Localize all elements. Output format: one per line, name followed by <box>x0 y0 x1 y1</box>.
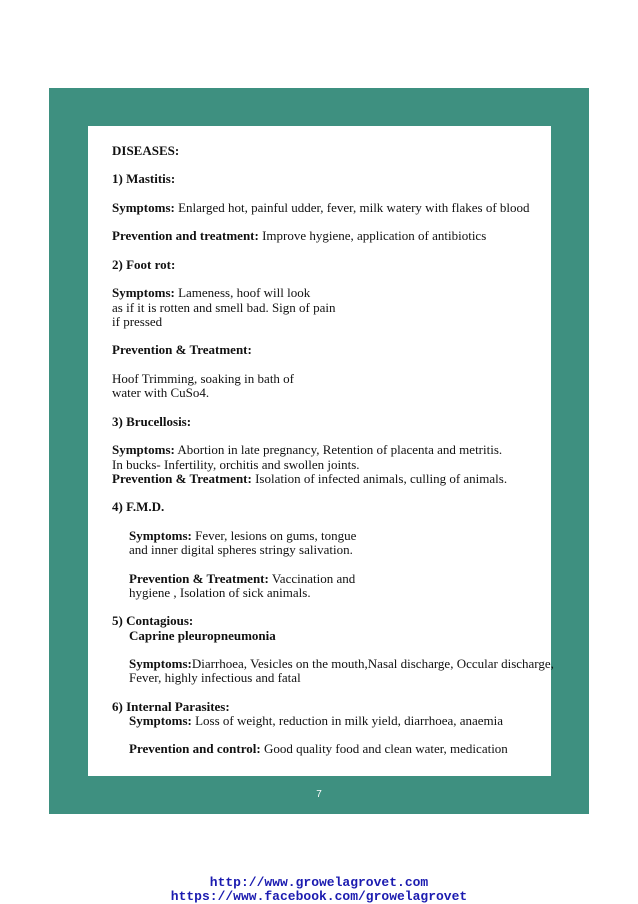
disease-title-contagious: 5) Contagious: <box>112 613 194 628</box>
foot-rot-symptoms-line-3: if pressed <box>112 314 163 329</box>
brucellosis-prevention: Prevention & Treatment: Isolation of infected animals, culling of animals. <box>112 471 508 486</box>
disease-title-fmd: 4) F.M.D. <box>112 499 165 514</box>
website-link[interactable]: http://www.growelagrovet.com <box>209 875 429 890</box>
foot-rot-symptoms: Symptoms: Lameness, hoof will look <box>112 285 311 300</box>
foot-rot-prevention-heading: Prevention & Treatment: <box>112 342 252 357</box>
fmd-symptoms-line-2: and inner digital spheres stringy salivation. <box>129 542 353 557</box>
fmd-prevention-line-2: hygiene , Isolation of sick animals. <box>129 585 311 600</box>
ccpp-symptoms: Symptoms:Diarrhoea, Vesicles on the mouth,Nasal discharge, Occular discharge, <box>129 656 554 671</box>
fmd-prevention: Prevention & Treatment: Vaccination and <box>129 571 356 586</box>
fmd-symptoms: Symptoms: Fever, lesions on gums, tongue <box>129 528 357 543</box>
disease-title-mastitis: 1) Mastitis: <box>112 171 176 186</box>
mastitis-prevention: Prevention and treatment: Improve hygiene, application of antibiotics <box>112 228 487 243</box>
brucellosis-symptoms: Symptoms: Abortion in late pregnancy, Retention of placenta and metritis. <box>112 442 503 457</box>
disease-title-ccpp: Caprine pleuropneumonia <box>129 628 276 643</box>
disease-title-foot-rot: 2) Foot rot: <box>112 257 176 272</box>
brucellosis-symptoms-line-2: In bucks- Infertility, orchitis and swollen joints. <box>112 457 360 472</box>
page-number: 7 <box>316 789 322 800</box>
disease-title-internal-parasites: 6) Internal Parasites: <box>112 699 230 714</box>
ccpp-symptoms-line-2: Fever, highly infectious and fatal <box>129 670 301 685</box>
facebook-link[interactable]: https://www.facebook.com/growelagrovet <box>170 889 468 904</box>
disease-title-brucellosis: 3) Brucellosis: <box>112 414 192 429</box>
foot-rot-symptoms-line-2: as if it is rotten and smell bad. Sign of pain <box>112 300 336 315</box>
mastitis-symptoms: Symptoms: Enlarged hot, painful udder, fever, milk watery with flakes of blood <box>112 200 530 215</box>
foot-rot-prevention: Hoof Trimming, soaking in bath of <box>112 371 295 386</box>
parasites-prevention: Prevention and control: Good quality food and clean water, medication <box>129 741 508 756</box>
parasites-symptoms: Symptoms: Loss of weight, reduction in milk yield, diarrhoea, anaemia <box>129 713 504 728</box>
foot-rot-prevention-line-2: water with CuSo4. <box>112 385 210 400</box>
section-heading: DISEASES: <box>112 143 180 158</box>
